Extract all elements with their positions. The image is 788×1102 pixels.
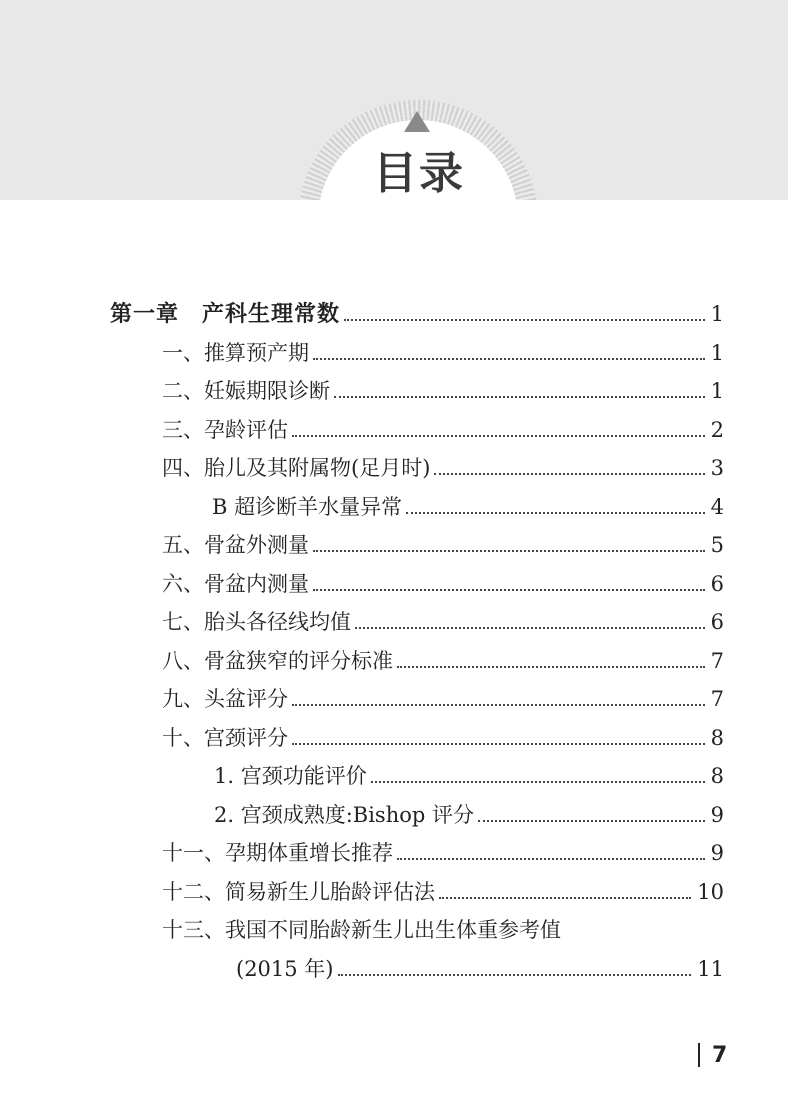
dot-leader [292,743,705,745]
dot-leader [313,358,705,360]
toc-entry[interactable] [162,833,724,867]
toc-page-number: 9 [710,803,724,827]
toc-entry-label: 2. 宫颈成熟度:Bishop 评分 [214,803,474,827]
dot-leader [371,781,705,783]
toc-entry[interactable] [162,564,724,598]
dot-leader [434,473,704,475]
dot-leader [355,627,705,629]
toc-entry-label: 四、胎儿及其附属物(足月时) [162,456,431,480]
toc-page-number: 4 [710,495,724,519]
toc-entry-label: 六、骨盆内测量 [162,572,309,596]
dot-leader [478,820,705,822]
toc-entry-label: B 超诊断羊水量异常 [212,495,403,519]
toc-page-number: 1 [710,341,724,365]
toc-entry-label: (2015 年) [236,957,334,981]
toc-entry[interactable] [162,371,724,405]
toc-page-number: 1 [710,379,724,403]
dot-leader [344,319,705,321]
toc-chapter-1[interactable] [110,294,724,328]
dot-leader [313,550,705,552]
toc-page-number: 7 [710,649,724,673]
dot-leader [334,396,705,398]
divider-bar [698,1043,700,1067]
toc-entry[interactable] [162,410,724,444]
toc-page-number: 5 [710,533,724,557]
dot-leader [292,435,705,437]
dot-leader [397,858,705,860]
toc-page-number: 9 [710,841,724,865]
triangle-up-icon [404,111,430,132]
toc-entry-label: 十、宫颈评分 [162,726,288,750]
toc-entry[interactable] [162,679,724,713]
toc-entry[interactable] [162,333,724,367]
toc-entry[interactable] [162,641,724,675]
toc-entry-label: 五、骨盆外测量 [162,533,309,557]
toc-page-number: 2 [710,418,724,442]
toc-page-number: 6 [710,610,724,634]
toc-entry[interactable] [162,448,724,482]
toc-entry[interactable] [214,795,724,829]
toc-entry[interactable] [162,525,724,559]
dot-leader [338,974,692,976]
page-number-marker [698,1040,727,1070]
toc-entry-label: 八、骨盆狭窄的评分标准 [162,649,393,673]
toc-entry-label: 二、妊娠期限诊断 [162,379,330,403]
toc-page-number: 1 [710,302,724,326]
toc-entry[interactable] [214,756,724,790]
toc-entry-label: 第一章 产科生理常数 [110,301,341,327]
toc-entry-label: 十二、简易新生儿胎龄评估法 [162,880,435,904]
toc-page-number: 11 [697,957,724,981]
dot-leader [406,512,705,514]
toc-entry-label: 十三、我国不同胎龄新生儿出生体重参考值 [162,918,561,942]
toc-entry-continued[interactable] [162,910,561,944]
toc-page-number: 7 [710,687,724,711]
toc-entry-label: 七、胎头各径线均值 [162,610,351,634]
toc-entry-label: 十一、孕期体重增长推荐 [162,841,393,865]
toc-entry[interactable] [162,718,724,752]
page-number: 7 [712,1042,728,1068]
toc-page-number: 10 [697,880,724,904]
toc-entry-label: 三、孕龄评估 [162,418,288,442]
toc-page-number: 8 [710,726,724,750]
dot-leader [439,897,691,899]
toc-entry[interactable] [162,872,724,906]
page-title: 目录 [373,148,465,199]
toc-entry-label: 一、推算预产期 [162,341,309,365]
toc-entry-label: 1. 宫颈功能评价 [214,764,367,788]
toc-page-number: 6 [710,572,724,596]
toc-page-number: 3 [710,456,724,480]
dot-leader [292,704,705,706]
dot-leader [313,589,705,591]
toc-entry-label: 九、头盆评分 [162,687,288,711]
toc-entry[interactable] [212,487,724,521]
dot-leader [397,666,705,668]
toc-page-number: 8 [710,764,724,788]
toc-entry[interactable] [162,602,724,636]
toc-entry[interactable] [236,949,724,983]
